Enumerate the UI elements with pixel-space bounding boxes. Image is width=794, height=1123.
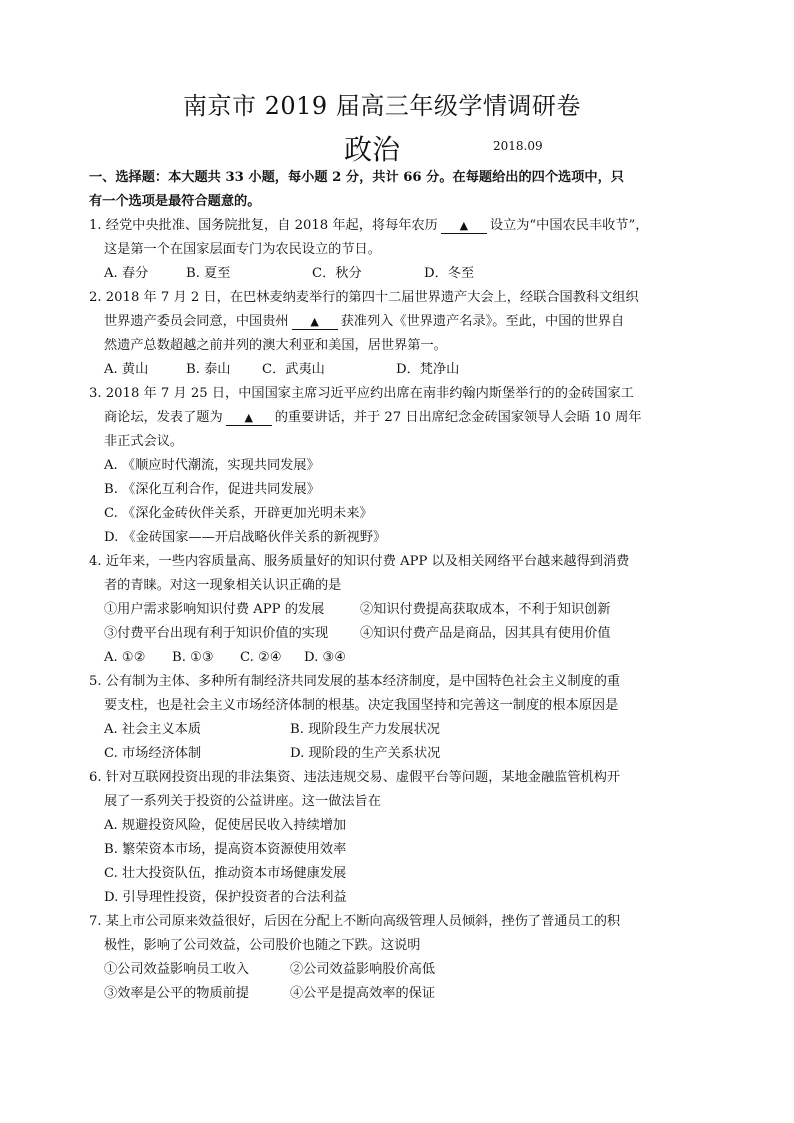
option-b: B. 《深化互利合作，促进共同发展》 xyxy=(104,482,320,497)
option-c: C. ②④ xyxy=(240,650,282,665)
option-d: D. 引导理性投资，保护投资者的合法利益 xyxy=(104,890,347,905)
option-c: C．秋分 xyxy=(312,266,362,281)
question-6-stem: 6. 针对互联网投资出现的非法集资、违法违规交易、虚假平台等问题，某地金融监管机构开 xyxy=(89,770,621,785)
question-text: 展了一系列关于投资的公益讲座。这一做法旨在 xyxy=(104,794,381,809)
question-text: 要支柱，也是社会主义市场经济体制的根基。决定我国坚持和完善这一制度的根本原因是 xyxy=(104,698,619,713)
statement-item: ④知识付费产品是商品，因其具有使用价值 xyxy=(360,626,611,641)
option-d: D．梵净山 xyxy=(396,362,460,377)
statement-item: ②知识付费提高获取成本，不利于知识创新 xyxy=(360,602,611,617)
question-7-stem: 7. 某上市公司原来效益很好，后因在分配上不断向高级管理人员倾斜，挫伤了普通员工的积 xyxy=(89,914,621,929)
option-a: A. ①② xyxy=(104,650,146,665)
option-c: C. 市场经济体制 xyxy=(104,746,202,761)
question-text: 世界遗产委员会同意，中国贵州 xyxy=(104,314,289,329)
statement-item: ③付费平台出现有利于知识价值的实现 xyxy=(104,626,329,641)
question-4-stem: 4. 近年来，一些内容质量高、服务质量好的知识付费 APP 以及相关网络平台越来越得到消费 xyxy=(89,554,630,569)
question-text: 极性，影响了公司效益，公司股价也随之下跌。这说明 xyxy=(104,938,421,953)
page-title: 南京市 2019 届高三年级学情调研卷 xyxy=(183,92,581,120)
statement-item: ②公司效益影响股价高低 xyxy=(290,962,436,977)
question-text: 这是第一个在国家层面专门为农民设立的节日。 xyxy=(104,242,381,257)
question-text: 设立为“中国农民丰收节”， xyxy=(489,218,649,233)
subject-title: 政治 xyxy=(344,133,401,166)
question-2-stem: 2. 2018 年 7 月 2 日，在巴林麦纳麦举行的第四十二届世界遗产大会上，经联合国教科文组织 xyxy=(89,290,639,305)
option-b: B. 夏至 xyxy=(186,266,231,281)
option-b: B. 繁荣资本市场，提高资本资源使用效率 xyxy=(104,842,347,857)
question-text: 获准列入《世界遗产名录》。至此，中国的世界自 xyxy=(340,314,625,329)
exam-date: 2018.09 xyxy=(493,139,543,153)
option-a: A. 社会主义本质 xyxy=(104,722,202,737)
option-c: C. 《深化金砖伙伴关系，开辟更加光明未来》 xyxy=(104,506,373,521)
question-1-stem xyxy=(89,217,648,235)
option-b: B. 泰山 xyxy=(186,362,231,377)
question-text: 然遗产总数超越之前并列的澳大利亚和美国，居世界第一。 xyxy=(104,338,447,353)
statement-item: ①用户需求影响知识付费 APP 的发展 xyxy=(104,602,325,617)
statement-item: ①公司效益影响员工收入 xyxy=(104,962,250,977)
question-3-stem: 3. 2018 年 7 月 25 日，中国国家主席习近平应约出席在南非约翰内斯堡举行的的金砖国家工 xyxy=(89,386,634,401)
section-instruction: 有一个选项是最符合题意的。 xyxy=(89,194,261,209)
question-text: 1. 经党中央批准、国务院批复，自 2018 年起，将每年农历 xyxy=(89,218,438,233)
option-c: C. 壮大投资队伍，推动资本市场健康发展 xyxy=(104,866,347,881)
answer-blank: ▲ xyxy=(226,411,272,426)
option-d: D. 现阶段的生产关系状况 xyxy=(290,746,441,761)
option-a: A. 规避投资风险，促使居民收入持续增加 xyxy=(104,818,347,833)
option-b: B. ①③ xyxy=(172,650,214,665)
question-text xyxy=(104,313,624,331)
option-a: A. 黄山 xyxy=(104,362,149,377)
option-a: A. 春分 xyxy=(104,266,149,281)
statement-item: ③效率是公平的物质前提 xyxy=(104,986,250,1001)
question-text xyxy=(104,409,642,427)
statement-item: ④公平是提高效率的保证 xyxy=(290,986,436,1001)
option-d: D. ③④ xyxy=(304,650,347,665)
option-d: D. 《金砖国家——开启战略伙伴关系的新视野》 xyxy=(104,530,387,545)
question-text: 者的青睐。对这一现象相关认识正确的是 xyxy=(104,578,342,593)
question-text: 的重要讲话，并于 27 日出席纪念金砖国家领导人会晤 10 周年 xyxy=(274,410,642,425)
question-5-stem: 5. 公有制为主体、多种所有制经济共同发展的基本经济制度，是中国特色社会主义制度的重 xyxy=(89,674,621,689)
answer-blank: ▲ xyxy=(441,219,487,234)
answer-blank: ▲ xyxy=(292,315,338,330)
question-text: 非正式会议。 xyxy=(104,434,184,449)
question-text: 商论坛，发表了题为 xyxy=(104,410,223,425)
option-b: B. 现阶段生产力发展状况 xyxy=(290,722,440,737)
section-instruction: 一、选择题：本大题共 33 小题，每小题 2 分，共计 66 分。在每题给出的四个选项中，只 xyxy=(89,170,624,185)
option-d: D．冬至 xyxy=(424,266,475,281)
option-c: C．武夷山 xyxy=(262,362,325,377)
option-a: A. 《顺应时代潮流，实现共同发展》 xyxy=(104,458,320,473)
